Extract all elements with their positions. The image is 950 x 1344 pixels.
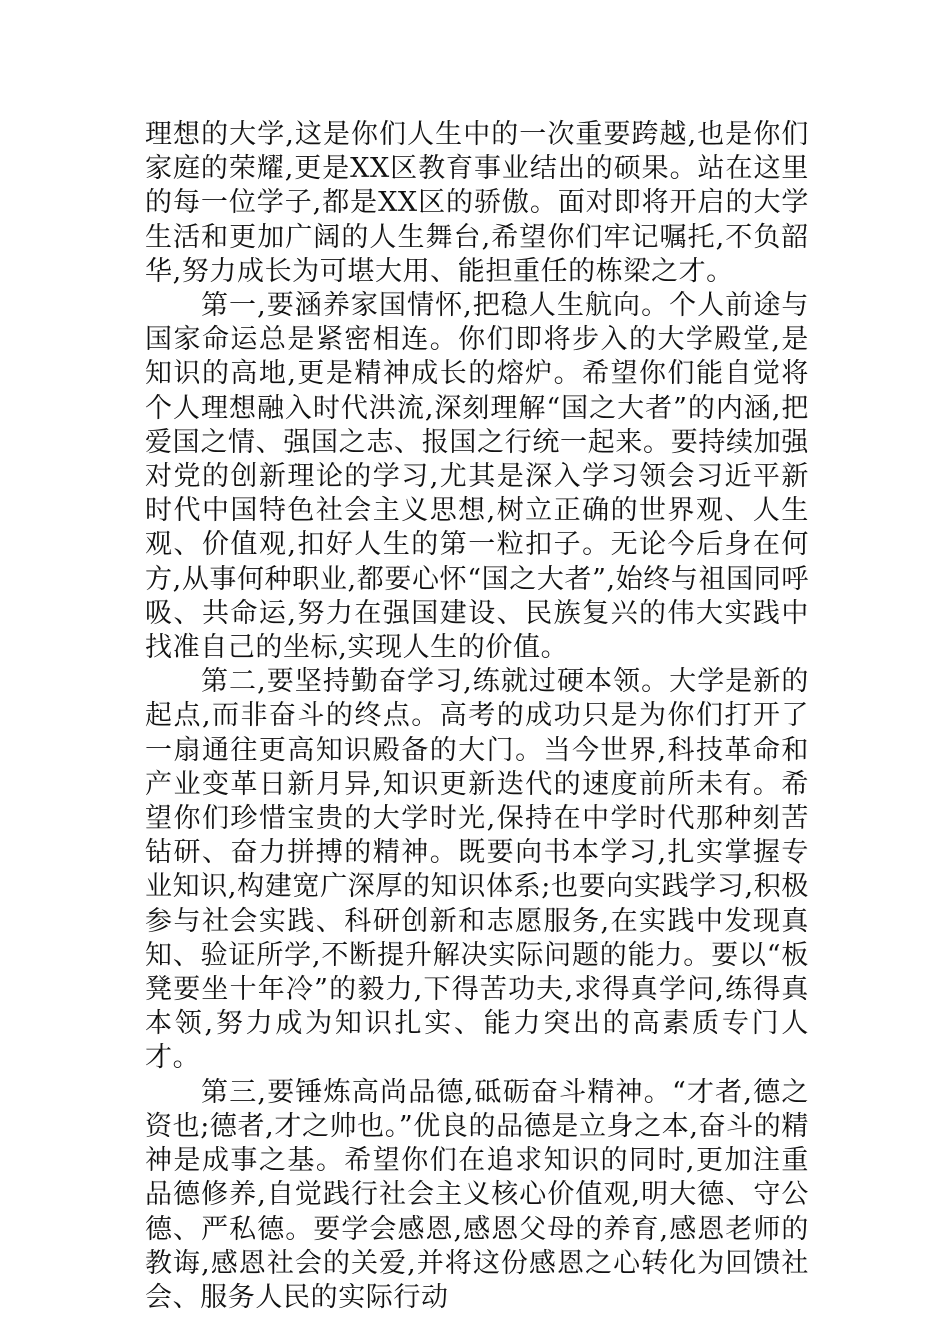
paragraph-first-point: 第一,要涵养家国情怀,把稳人生航向。个人前途与国家命运总是紧密相连。你们即将步入的大学殿堂,是知识的高地,更是精神成长的熔炉。希望你们能自觉将个人理想融入时代洪流,深刻理解“国之大者”的内涵,把爱国之情、强国之志、报国之行统一起来。要持续加强对党的创新理论的学习,尤其是深入学习领会习近平新时代中国特色社会主义思想,树立正确的世界观、人生观、价值观,扣好人生的第一粒扣子。无论今后身在何方,从事何种职业,都要心怀“国之大者”,始终与祖国同呼吸、共命运,努力在强国建设、民族复兴的伟大实践中找准自己的坐标,实现人生的价值。 bbox=[145, 290, 809, 664]
paragraph-third-point: 第三,要锤炼高尚品德,砥砺奋斗精神。“才者,德之资也;德者,才之帅也。”优良的品德是立身之本,奋斗的精神是成事之基。希望你们在追求知识的同时,更加注重品德修养,自觉践行社会主义核心价值观,明大德、守公德、严私德。要学会感恩,感恩父母的养育,感恩老师的教诲,感恩社会的关爱,并将这份感恩之心转化为回馈社会、服务人民的实际行动 bbox=[145, 1076, 809, 1313]
paragraph-intro-continuation: 理想的大学,这是你们人生中的一次重要跨越,也是你们家庭的荣耀,更是XX区教育事业结出的硕果。站在这里的每一位学子,都是XX区的骄傲。面对即将开启的大学生活和更加广阔的人生舞台,希望你们牢记嘱托,不负韶华,努力成长为可堪大用、能担重任的栋梁之才。 bbox=[145, 119, 809, 287]
paragraph-second-point: 第二,要坚持勤奋学习,练就过硬本领。大学是新的起点,而非奋斗的终点。高考的成功只是为你们打开了一扇通往更高知识殿备的大门。当今世界,科技革命和产业变革日新月异,知识更新迭代的速度前所未有。希望你们珍惜宝贵的大学时光,保持在中学时代那种刻苦钻研、奋力拼搏的精神。既要向书本学习,扎实掌握专业知识,构建宽广深厚的知识体系;也要向实践学习,积极参与社会实践、科研创新和志愿服务,在实践中发现真知、验证所学,不断提升解决实际问题的能力。要以“板凳要坐十年冷”的毅力,下得苦功夫,求得真学问,练得真本领,努力成为知识扎实、能力突出的高素质专门人才。 bbox=[145, 666, 809, 1074]
document-body bbox=[145, 118, 809, 1315]
